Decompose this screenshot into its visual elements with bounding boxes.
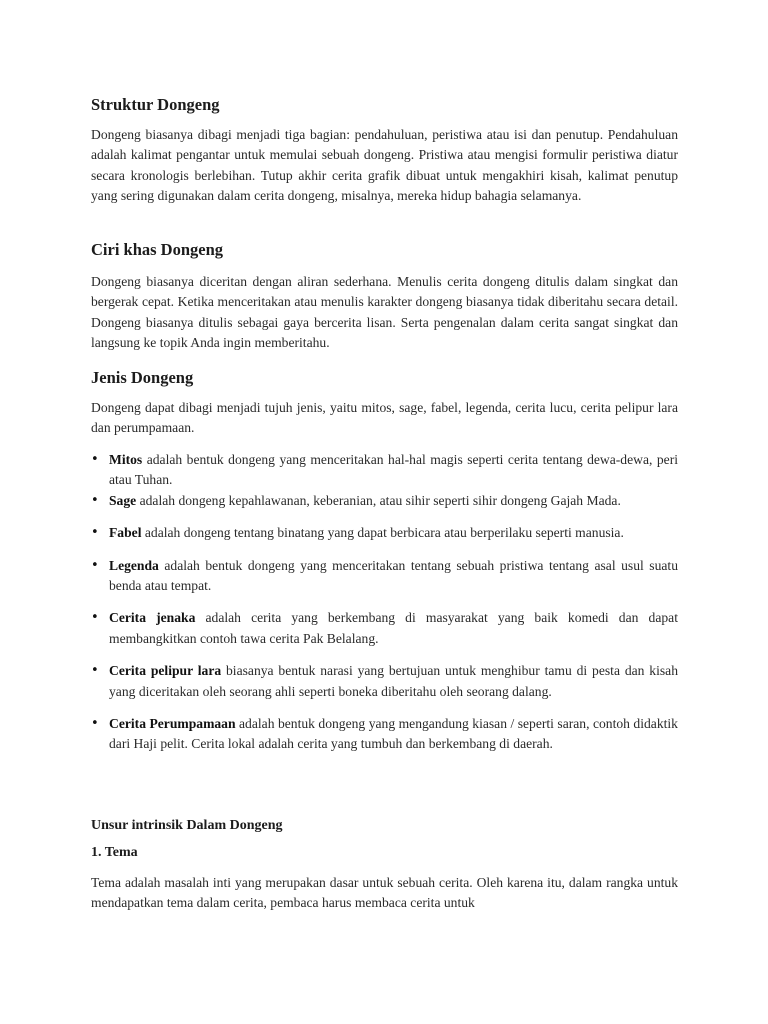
paragraph-struktur-dongeng: Dongeng biasanya dibagi menjadi tiga bagian: pendahuluan, peristiwa atau isi dan penutup. Pendahuluan adalah kalimat pengantar untuk memulai sebuah dongeng. Pristiwa atau mengisi formulir peristiwa diatur secara kronologis berlebihan. Tutup akhir cerita grafik dibuat untuk mengakhiri kisah, kalimat penutup yang sering digunakan dalam cerita dongeng, misalnya, mereka hidup bahagia selamanya. xyxy=(91,127,678,204)
list-item xyxy=(91,714,678,755)
heading-jenis-dongeng: Jenis Dongeng xyxy=(91,368,194,387)
list-item-term: Cerita jenaka xyxy=(109,610,196,626)
list-item-text: biasanya bentuk narasi yang bertujuan untuk menghibur tamu di pesta dan kisah yang diceritakan oleh seorang ahli seperti boneka diberitahu oleh seorang dalang. xyxy=(109,663,679,699)
list-item-text: adalah cerita yang berkembang di masyarakat yang baik komedi dan dapat membangkitkan contoh tawa cerita Pak Belalang. xyxy=(109,610,678,646)
paragraph-tema: Tema adalah masalah inti yang merupakan dasar untuk sebuah cerita. Oleh karena itu, dalam rangka untuk mendapatkan tema dalam cerita, pembaca harus membaca cerita untuk xyxy=(91,875,678,911)
list-item xyxy=(91,491,678,511)
heading-unsur-intrinsik: Unsur intrinsik Dalam Dongeng xyxy=(91,818,283,833)
list-item xyxy=(91,608,678,649)
list-item-term: Fabel xyxy=(109,525,142,541)
list-item xyxy=(91,523,678,543)
jenis-dongeng-list xyxy=(91,450,678,755)
list-item xyxy=(91,450,678,491)
list-item-text: adalah dongeng kepahlawanan, keberanian, atau sihir seperti sihir dongeng Gajah Mada. xyxy=(136,492,621,508)
paragraph-ciri-khas-dongeng: Dongeng biasanya diceritan dengan aliran sederhana. Menulis cerita dongeng ditulis dalam singkat dan bergerak cepat. Ketika menceritakan atau menulis karakter dongeng biasanya tidak diberitahu secara detail. Dongeng biasanya ditulis sebagai gaya bercerita lisan. Serta pengenalan dalam cerita sangat singkat dan langsung ke topik Anda ingin memberitahu. xyxy=(91,274,678,351)
list-item xyxy=(91,661,678,702)
list-item-term: Sage xyxy=(109,492,137,508)
list-item-term: Legenda xyxy=(109,557,159,573)
list-item-text: adalah bentuk dongeng yang menceritakan tentang sebuah pristiwa tentang asal usul suatu benda atau tempat. xyxy=(109,557,678,594)
list-item-term: Mitos xyxy=(109,452,143,467)
list-item-text: adalah bentuk dongeng yang menceritakan hal-hal magis seperti cerita tentang dewa-dewa, peri atau Tuhan. xyxy=(109,452,678,488)
list-item xyxy=(91,556,678,597)
paragraph-jenis-intro: Dongeng dapat dibagi menjadi tujuh jenis, yaitu mitos, sage, fabel, legenda, cerita lucu, cerita pelipur lara dan perumpamaan. xyxy=(91,400,678,436)
list-item-term: Cerita Perumpamaan xyxy=(109,716,236,732)
list-item-text: adalah bentuk dongeng yang mengandung kiasan / seperti saran, contoh didaktik dari Haji pelit. Cerita lokal adalah cerita yang tumbuh dan berkembang di daerah. xyxy=(109,716,678,752)
list-item-text: adalah dongeng tentang binatang yang dapat berbicara atau berperilaku seperti manusia. xyxy=(141,525,624,541)
list-item-term: Cerita pelipur lara xyxy=(109,663,222,679)
heading-tema: 1. Tema xyxy=(91,845,138,860)
heading-struktur-dongeng: Struktur Dongeng xyxy=(91,95,220,114)
heading-ciri-khas-dongeng: Ciri khas Dongeng xyxy=(91,240,224,259)
